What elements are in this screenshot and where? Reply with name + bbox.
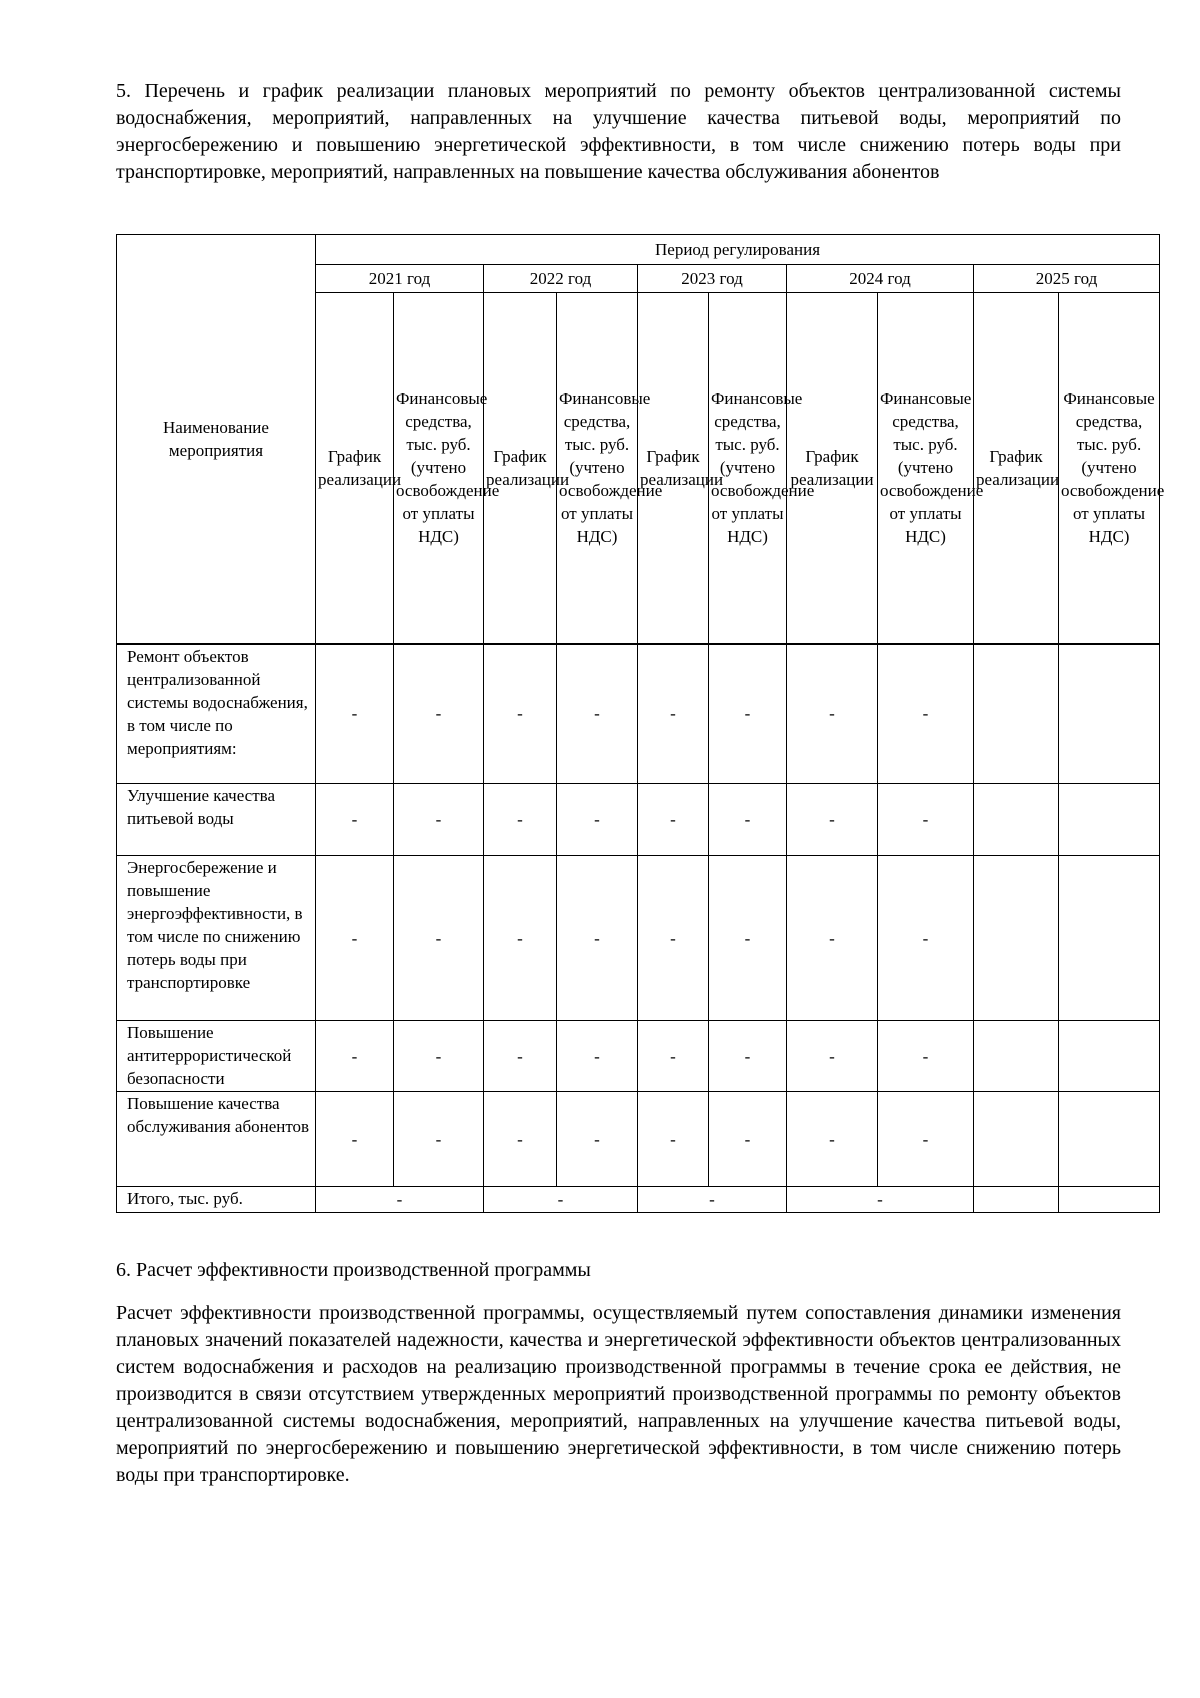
cell-value: - bbox=[638, 1021, 709, 1092]
cell-value: - bbox=[878, 644, 974, 784]
cell-value: - bbox=[484, 1092, 557, 1187]
table-row bbox=[117, 1092, 1160, 1187]
table-row bbox=[117, 856, 1160, 1021]
cell-value: - bbox=[638, 644, 709, 784]
table-row bbox=[117, 1021, 1160, 1092]
cell-value bbox=[974, 1021, 1059, 1092]
section-5-heading: 5. Перечень и график реализации плановых мероприятий по ремонту объектов централизованной системы водоснабжения, мероприятий, направленных на улучшение качества питьевой воды, мероприятий по энергосбережению и повышению энергетической эффективности, в том числе снижению потерь воды при транспортировке, мероприятий, направленных на повышение качества обслуживания абонентов bbox=[116, 80, 1121, 183]
cell-value: - bbox=[638, 1092, 709, 1187]
header-period: Период регулирования bbox=[316, 235, 1160, 265]
cell-value: - bbox=[557, 1092, 638, 1187]
cell-value: - bbox=[787, 856, 878, 1021]
header-schedule: График реализации bbox=[484, 293, 557, 644]
header-year: 2025 год bbox=[974, 265, 1160, 293]
activity-name: Ремонт объектов централизованной системы водоснабжения, в том числе по мероприятиям: bbox=[117, 644, 316, 784]
cell-value: - bbox=[709, 644, 787, 784]
cell-value bbox=[1059, 856, 1160, 1021]
header-finance: Финансовые средства, тыс. руб. (учтено освобождение от уплаты НДС) bbox=[394, 293, 484, 644]
cell-value: - bbox=[394, 644, 484, 784]
cell-value: - bbox=[484, 784, 557, 856]
cell-value bbox=[974, 856, 1059, 1021]
header-schedule: График реализации bbox=[316, 293, 394, 644]
header-year: 2022 год bbox=[484, 265, 638, 293]
cell-value: - bbox=[878, 1092, 974, 1187]
total-value: - bbox=[638, 1187, 787, 1213]
header-schedule: График реализации bbox=[974, 293, 1059, 644]
activity-name: Повышение антитеррористической безопасности bbox=[117, 1021, 316, 1092]
cell-value: - bbox=[484, 644, 557, 784]
cell-value: - bbox=[557, 644, 638, 784]
activities-table bbox=[116, 234, 1165, 1213]
activity-name: Повышение качества обслуживания абонентов bbox=[117, 1092, 316, 1187]
cell-value: - bbox=[638, 784, 709, 856]
section-6-text: Расчет эффективности производственной программы, осуществляемый путем сопоставления динамики изменения плановых значений показателей надежности, качества и энергетической эффективности объектов централизованных систем водоснабжения и расходов на реализацию производственной программы в течение срока ее действия, не производится в связи отсутствием утвержденных мероприятий производственной программы по ремонту объектов централизованной системы водоснабжения, мероприятий, направленных на улучшение качества питьевой воды, мероприятий по энергосбережению и повышению энергетической эффективности, в том числе снижению потерь воды при транспортировке. bbox=[116, 1302, 1121, 1486]
cell-value: - bbox=[709, 1092, 787, 1187]
cell-value: - bbox=[484, 1021, 557, 1092]
total-label: Итого, тыс. руб. bbox=[117, 1187, 316, 1213]
total-value: - bbox=[316, 1187, 484, 1213]
cell-value: - bbox=[394, 1021, 484, 1092]
total-value-empty bbox=[1059, 1187, 1160, 1213]
cell-value: - bbox=[878, 784, 974, 856]
header-finance: Финансовые средства, тыс. руб. (учтено освобождение от уплаты НДС) bbox=[709, 293, 787, 644]
cell-value: - bbox=[638, 856, 709, 1021]
cell-value bbox=[974, 1092, 1059, 1187]
header-year: 2024 год bbox=[787, 265, 974, 293]
total-row bbox=[117, 1187, 1160, 1213]
table-row bbox=[117, 784, 1160, 856]
header-year: 2023 год bbox=[638, 265, 787, 293]
header-year: 2021 год bbox=[316, 265, 484, 293]
cell-value: - bbox=[557, 1021, 638, 1092]
cell-value bbox=[1059, 644, 1160, 784]
cell-value: - bbox=[394, 1092, 484, 1187]
cell-value bbox=[974, 784, 1059, 856]
cell-value: - bbox=[316, 1092, 394, 1187]
cell-value: - bbox=[557, 784, 638, 856]
header-name: Наименование мероприятия bbox=[117, 235, 316, 644]
cell-value bbox=[974, 644, 1059, 784]
cell-value: - bbox=[787, 644, 878, 784]
cell-value bbox=[1059, 1021, 1160, 1092]
table-row bbox=[117, 644, 1160, 784]
cell-value: - bbox=[709, 784, 787, 856]
cell-value: - bbox=[484, 856, 557, 1021]
cell-value: - bbox=[394, 856, 484, 1021]
total-value: - bbox=[484, 1187, 638, 1213]
header-finance: Финансовые средства, тыс. руб. (учтено освобождение от уплаты НДС) bbox=[1059, 293, 1160, 644]
header-schedule: График реализации bbox=[638, 293, 709, 644]
activity-name: Улучшение качества питьевой воды bbox=[117, 784, 316, 856]
cell-value: - bbox=[787, 784, 878, 856]
cell-value: - bbox=[878, 856, 974, 1021]
header-finance: Финансовые средства, тыс. руб. (учтено освобождение от уплаты НДС) bbox=[878, 293, 974, 644]
cell-value: - bbox=[709, 856, 787, 1021]
cell-value bbox=[1059, 1092, 1160, 1187]
cell-value: - bbox=[316, 784, 394, 856]
cell-value bbox=[1059, 784, 1160, 856]
total-value: - bbox=[787, 1187, 974, 1213]
cell-value: - bbox=[557, 856, 638, 1021]
cell-value: - bbox=[787, 1092, 878, 1187]
cell-value: - bbox=[394, 784, 484, 856]
cell-value: - bbox=[787, 1021, 878, 1092]
header-schedule: График реализации bbox=[787, 293, 878, 644]
cell-value: - bbox=[316, 1021, 394, 1092]
section-6-heading: 6. Расчет эффективности производственной программы bbox=[116, 1259, 591, 1281]
cell-value: - bbox=[878, 1021, 974, 1092]
cell-value: - bbox=[316, 856, 394, 1021]
activity-name: Энергосбережение и повышение энергоэффективности, в том числе по снижению потерь воды при транспортировке bbox=[117, 856, 316, 1021]
cell-value: - bbox=[709, 1021, 787, 1092]
cell-value: - bbox=[316, 644, 394, 784]
header-finance: Финансовые средства, тыс. руб. (учтено освобождение от уплаты НДС) bbox=[557, 293, 638, 644]
total-value-empty bbox=[974, 1187, 1059, 1213]
